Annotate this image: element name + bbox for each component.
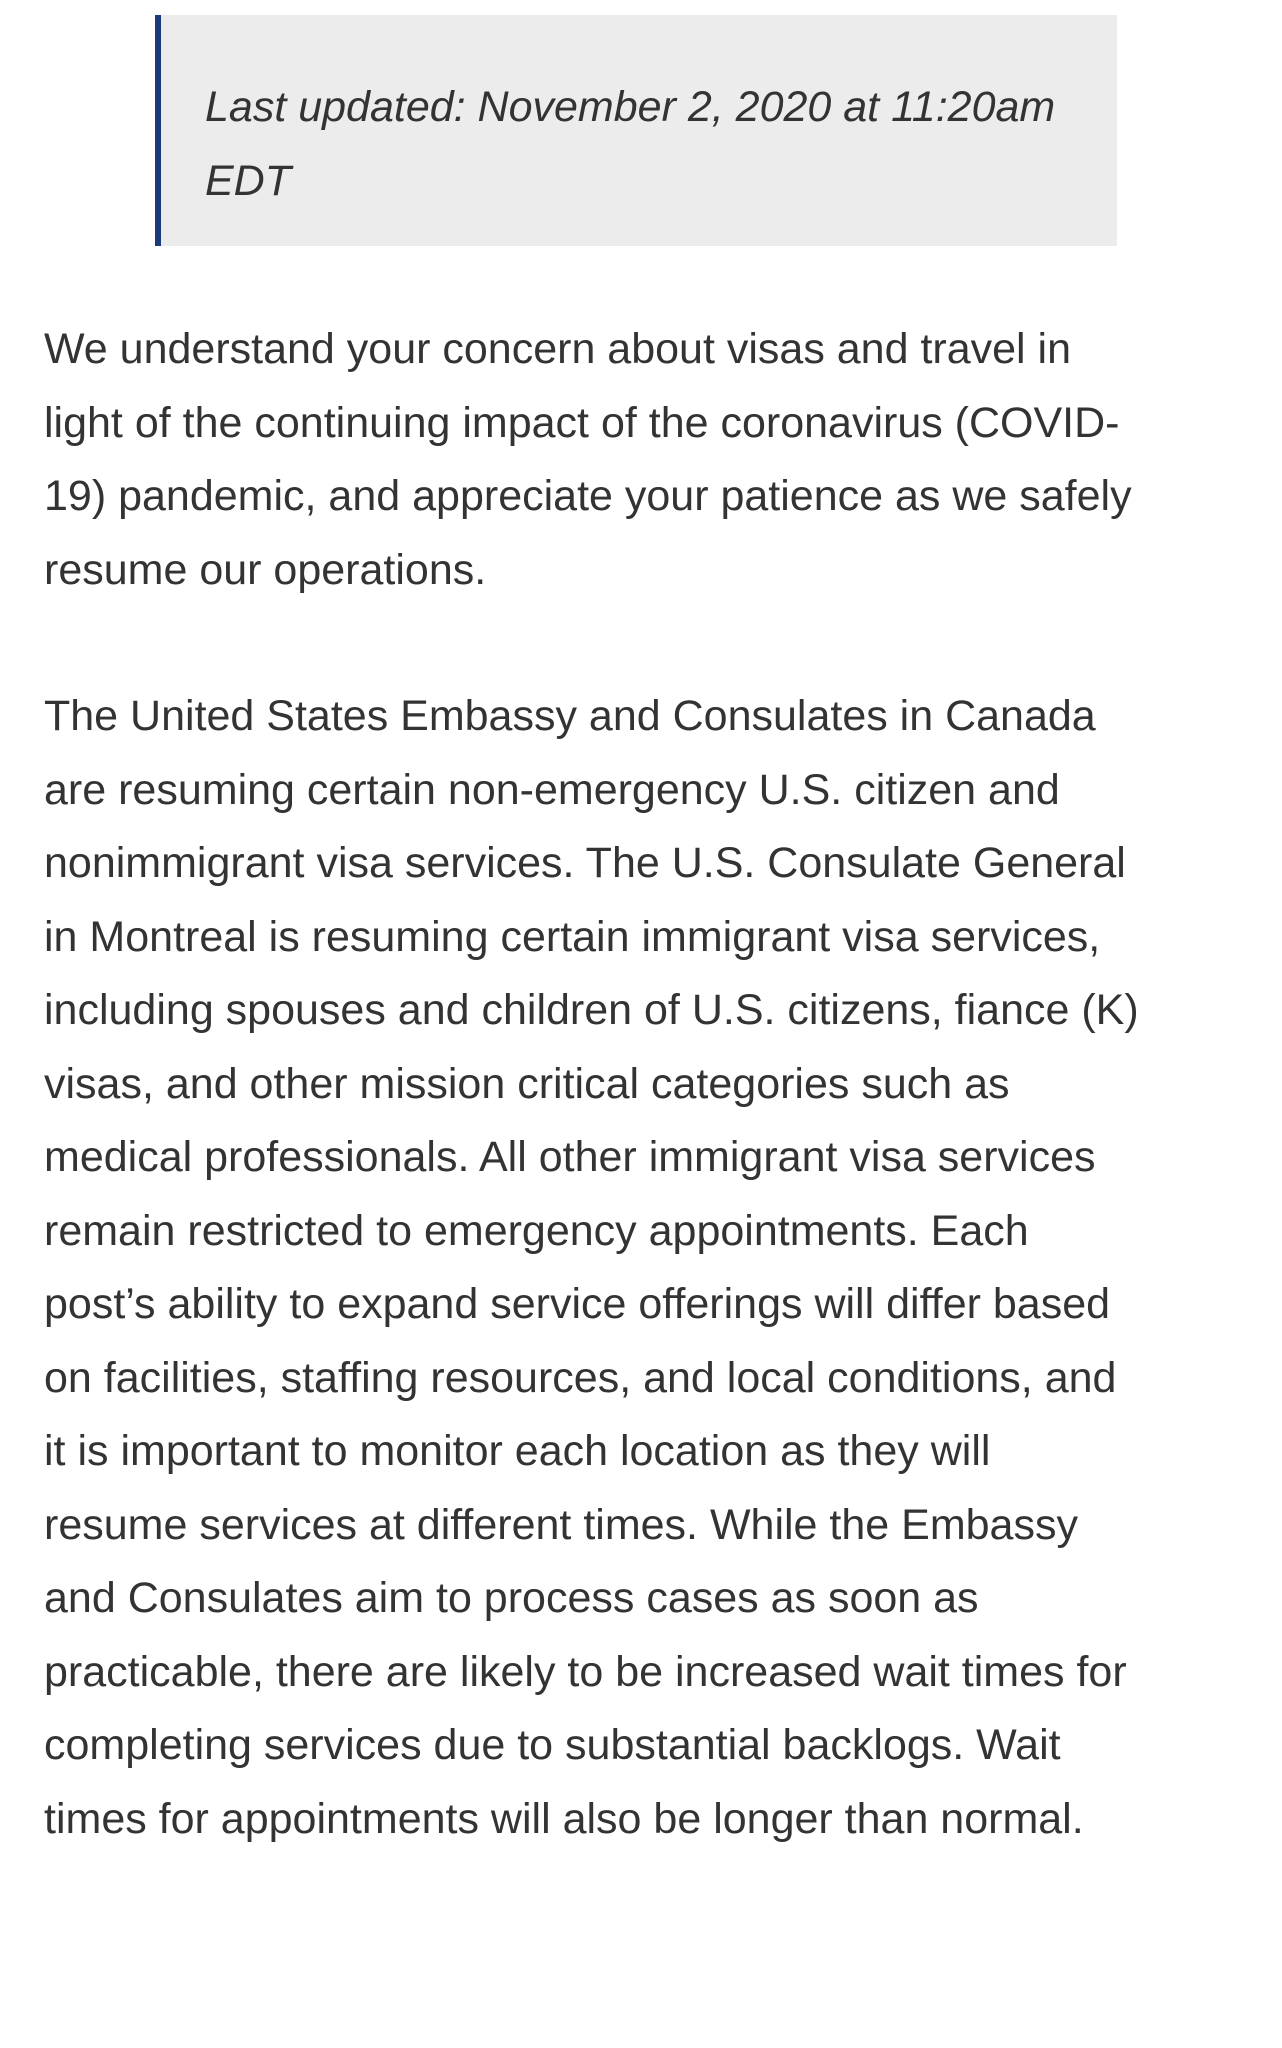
- intro-paragraph: We understand your concern about visas and travel in light of the continuing impact of the coronavirus (COVID-19) pandemic, and appreciate your patience as we safely resume our operations.: [44, 325, 1132, 594]
- services-paragraph: The United States Embassy and Consulates in Canada are resuming certain non-emergency U.S. citizen and nonimmigrant visa services. The U.S. Consulate General in Montreal is resuming certain immigrant visa services, including spouses and children of U.S. citizens, fiance (K) visas, and other mission critical categories such as medical professionals. All other immigrant visa services remain restricted to emergency appointments. Each post’s ability to expand service offerings will differ based on facilities, staffing resources, and local conditions, and it is important to monitor each location as they will resume services at different times. While the Embassy and Consulates aim to process cases as soon as practicable, there are likely to be increased wait times for completing services due to substantial backlogs. Wait times for appointments will also be longer than normal.: [44, 692, 1139, 1843]
- last-updated-text: Last updated: November 2, 2020 at 11:20am EDT: [205, 83, 1056, 205]
- article-body: [44, 313, 1144, 1856]
- last-updated-callout: [155, 15, 1117, 246]
